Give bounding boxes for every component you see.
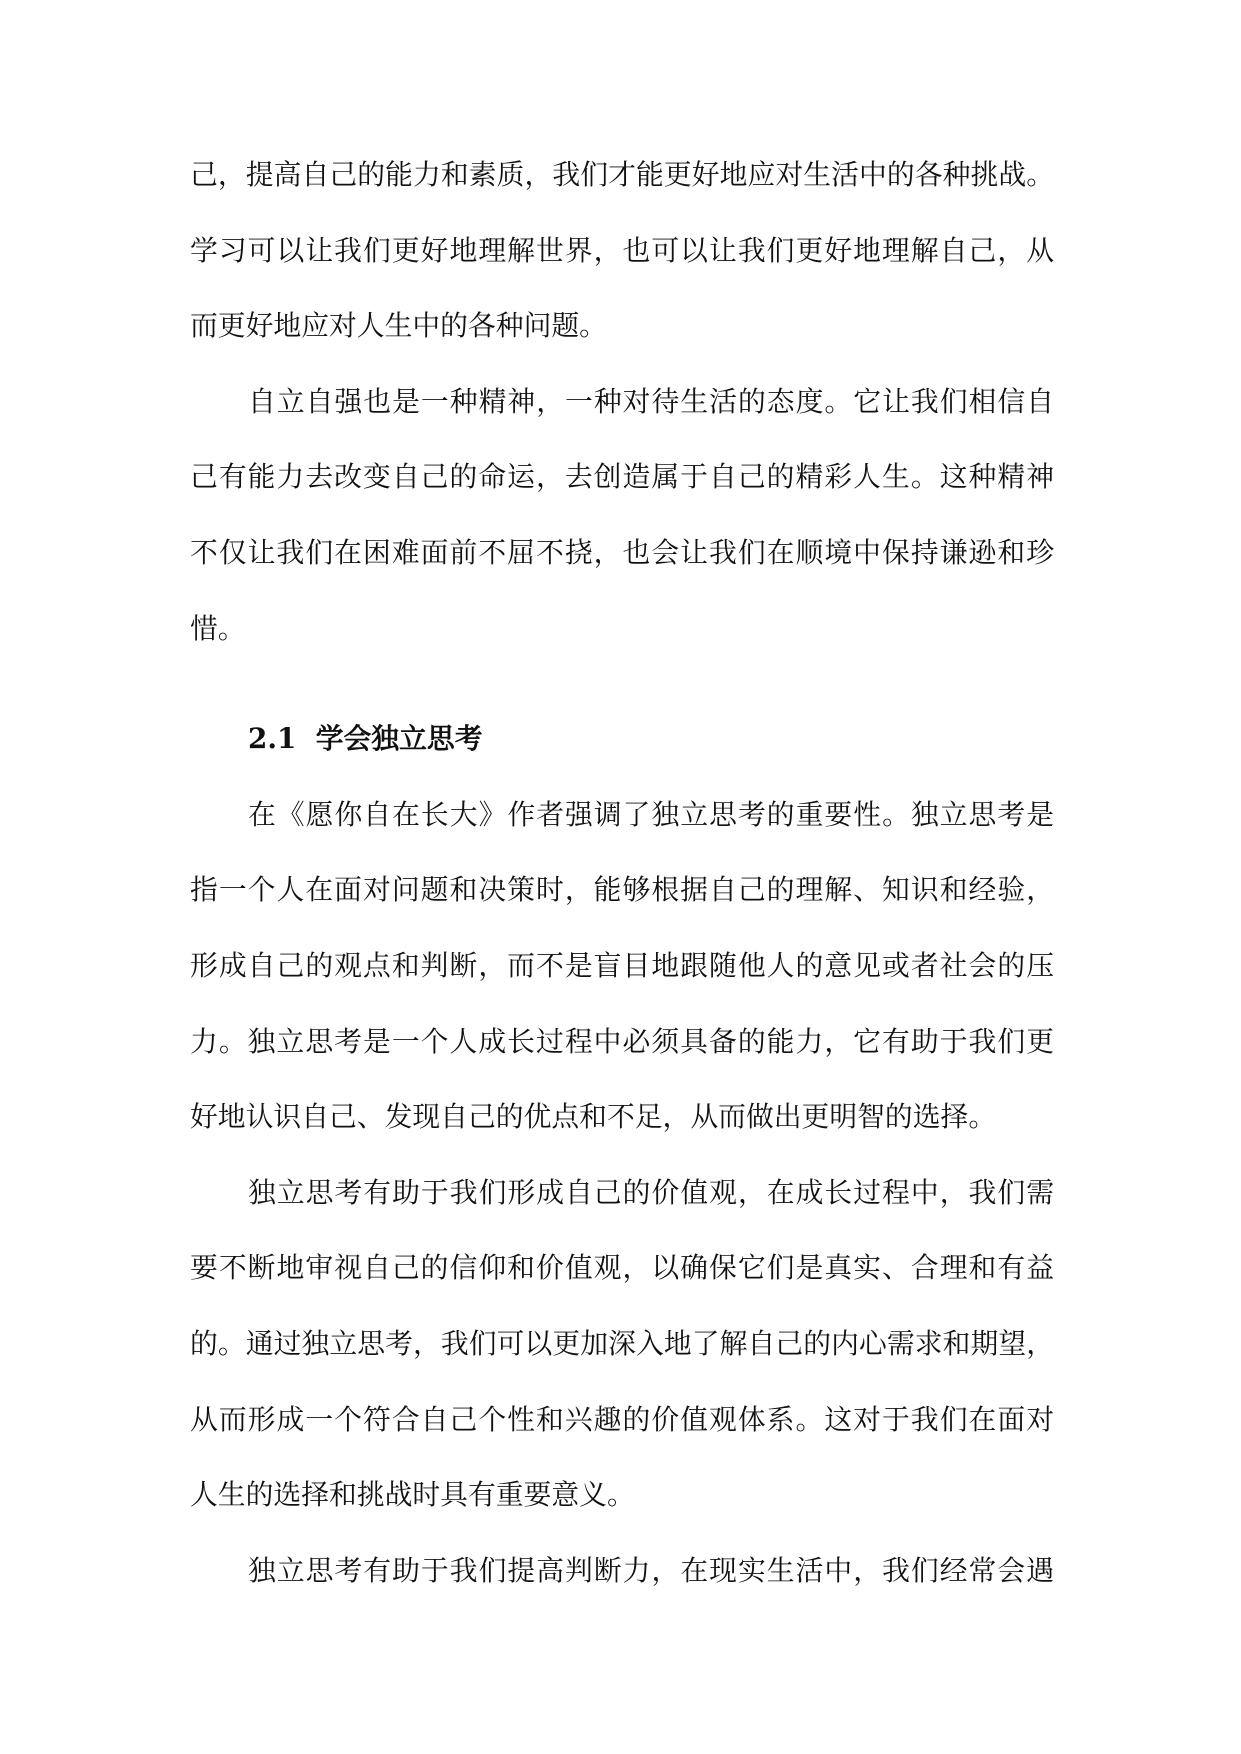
document-body: [190, 137, 1054, 1608]
paragraph-line: 己，提高自己的能力和素质，我们才能更好地应对生活中的各种挑战。: [190, 158, 1054, 191]
paragraph-line: 力。独立思考是一个人成长过程中必须具备的能力，它有助于我们更: [190, 1024, 1054, 1058]
paragraph-line: 不仅让我们在困难面前不屈不挠，也会让我们在顺境中保持谦逊和珍: [190, 535, 1054, 569]
paragraph-line: 人生的选择和挑战时具有重要意义。: [190, 1478, 635, 1512]
paragraph-line: 指一个人在面对问题和决策时，能够根据自己的理解、知识和经验，: [190, 873, 1054, 907]
paragraph: [190, 1533, 1054, 1609]
paragraph: [190, 1155, 1054, 1533]
paragraph-line: 的。通过独立思考，我们可以更加深入地了解自己的内心需求和期望，: [190, 1326, 1054, 1360]
paragraph: [190, 777, 1054, 1155]
paragraph-line: 从而形成一个符合自己个性和兴趣的价值观体系。这对于我们在面对: [190, 1402, 1054, 1436]
paragraph-line: 好地认识自己、发现自己的优点和不足，从而做出更明智的选择。: [190, 1100, 997, 1134]
paragraph-line: 惜。: [190, 611, 246, 645]
section-heading: 2.1 学会独立思考: [248, 722, 483, 756]
paragraph-line: 形成自己的观点和判断，而不是盲目地跟随他人的意见或者社会的压: [190, 948, 1054, 982]
paragraph: [190, 137, 1054, 364]
paragraph: [190, 364, 1054, 666]
paragraph-line: 独立思考有助于我们提高判断力，在现实生活中，我们经常会遇: [248, 1553, 1054, 1587]
paragraph-line: 学习可以让我们更好地理解世界，也可以让我们更好地理解自己，从: [190, 233, 1054, 267]
paragraph-line: 自立自强也是一种精神，一种对待生活的态度。它让我们相信自: [248, 384, 1054, 418]
paragraph-line: 在《愿你自在长大》作者强调了独立思考的重要性。独立思考是: [248, 797, 1054, 831]
paragraph-line: 己有能力去改变自己的命运，去创造属于自己的精彩人生。这种精神: [190, 460, 1054, 494]
paragraph-line: 而更好地应对人生中的各种问题。: [190, 309, 607, 343]
paragraph-line: 要不断地审视自己的信仰和价值观，以确保它们是真实、合理和有益: [190, 1251, 1054, 1285]
paragraph-line: 独立思考有助于我们形成自己的价值观，在成长过程中，我们需: [248, 1175, 1054, 1209]
